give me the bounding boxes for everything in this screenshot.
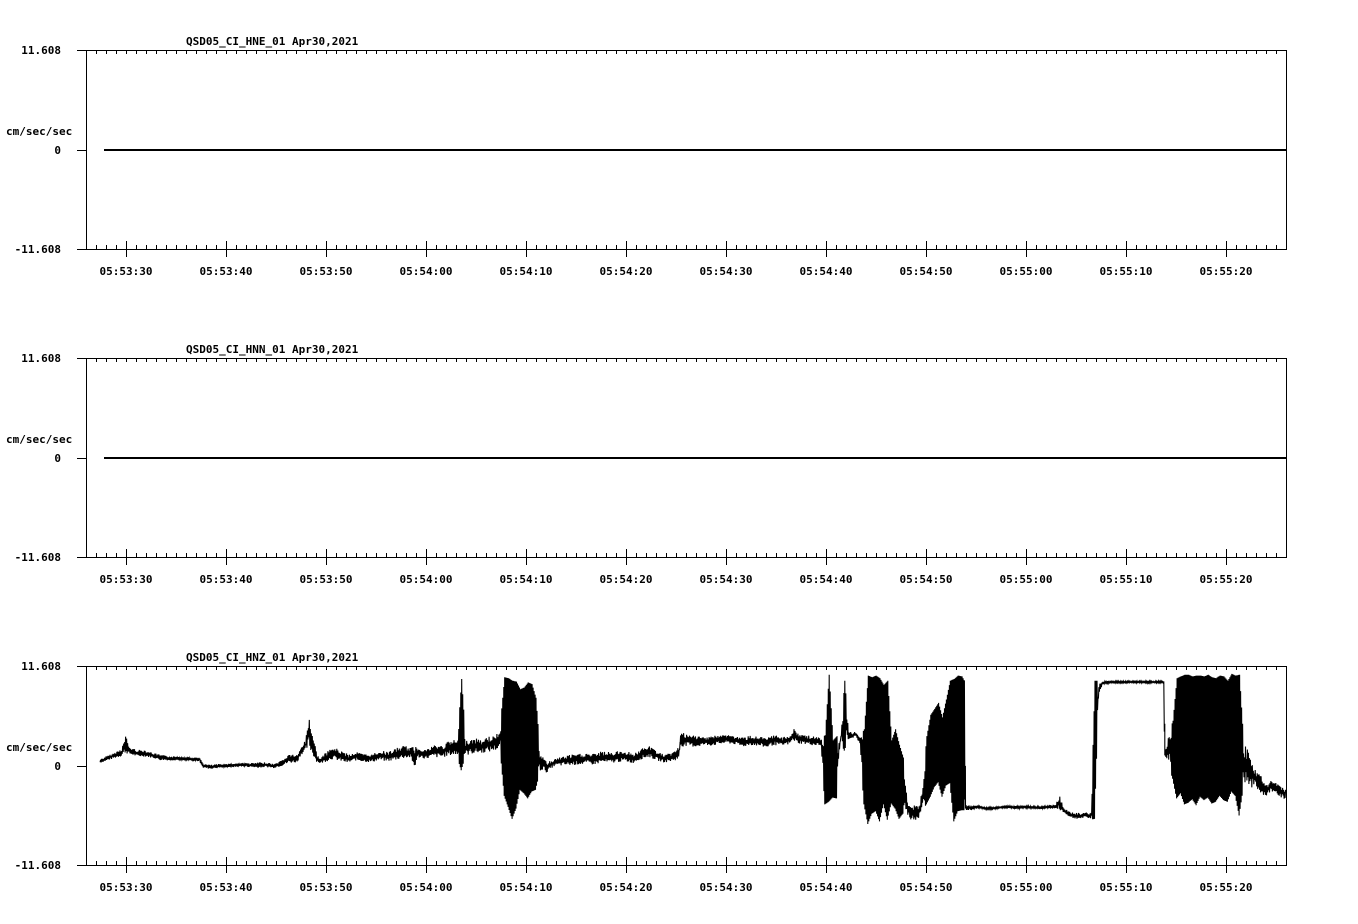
x-tick-label: 05:54:10 [499,265,553,278]
x-tick-label: 05:54:30 [699,265,753,278]
x-tick-label: 05:53:30 [99,573,153,586]
x-tick-label: 05:54:10 [499,881,553,894]
x-tick-label: 05:54:20 [599,265,653,278]
x-tick-label: 05:55:20 [1199,265,1253,278]
x-tick-label: 05:55:20 [1199,573,1253,586]
axes-frame [77,50,1287,257]
x-tick-label: 05:53:40 [199,265,253,278]
x-tick-label: 05:53:30 [99,265,153,278]
y-axis-label: cm/sec/sec [6,433,73,446]
panel-qsd05_ci_hnn_01 [6,343,1287,586]
y-axis-label: cm/sec/sec [6,125,73,138]
x-tick-label: 05:53:30 [99,881,153,894]
y-axis-label: cm/sec/sec [6,741,73,754]
axes-frame [77,358,1287,565]
x-tick-label: 05:55:00 [999,265,1053,278]
x-tick-label: 05:55:20 [1199,881,1253,894]
x-tick-label: 05:55:10 [1099,573,1153,586]
x-tick-label: 05:54:10 [499,573,553,586]
x-tick-label: 05:54:20 [599,573,653,586]
panel-qsd05_ci_hne_01 [6,35,1287,278]
x-tick-label: 05:54:20 [599,881,653,894]
x-tick-label: 05:54:00 [399,265,453,278]
x-tick-label: 05:53:40 [199,573,253,586]
y-tick-zero-label: 0 [54,452,61,465]
y-tick-max-label: 11.608 [21,44,61,57]
y-tick-max-label: 11.608 [21,352,61,365]
panel-title: QSD05_CI_HNZ_01 Apr30,2021 [186,651,359,664]
x-tick-label: 05:53:50 [299,573,353,586]
x-tick-label: 05:54:40 [799,881,853,894]
y-tick-min-label: -11.608 [14,243,61,256]
panel-title: QSD05_CI_HNE_01 Apr30,2021 [186,35,359,48]
x-tick-label: 05:54:50 [899,573,953,586]
x-tick-label: 05:54:50 [899,881,953,894]
x-tick-label: 05:54:40 [799,265,853,278]
x-tick-label: 05:54:30 [699,573,753,586]
x-tick-label: 05:54:00 [399,573,453,586]
waveform-trace [100,674,1286,824]
x-tick-label: 05:54:00 [399,881,453,894]
axes-frame [77,666,1287,873]
y-tick-min-label: -11.608 [14,551,61,564]
x-tick-label: 05:54:40 [799,573,853,586]
x-tick-label: 05:54:30 [699,881,753,894]
x-tick-label: 05:55:00 [999,573,1053,586]
x-tick-label: 05:53:40 [199,881,253,894]
panel-qsd05_ci_hnz_01 [6,651,1287,894]
y-tick-zero-label: 0 [54,144,61,157]
y-tick-min-label: -11.608 [14,859,61,872]
x-tick-label: 05:55:10 [1099,881,1153,894]
x-tick-label: 05:53:50 [299,265,353,278]
x-tick-label: 05:53:50 [299,881,353,894]
x-tick-label: 05:55:10 [1099,265,1153,278]
x-tick-label: 05:55:00 [999,881,1053,894]
y-tick-max-label: 11.608 [21,660,61,673]
x-tick-label: 05:54:50 [899,265,953,278]
y-tick-zero-label: 0 [54,760,61,773]
panel-title: QSD05_CI_HNN_01 Apr30,2021 [186,343,359,356]
